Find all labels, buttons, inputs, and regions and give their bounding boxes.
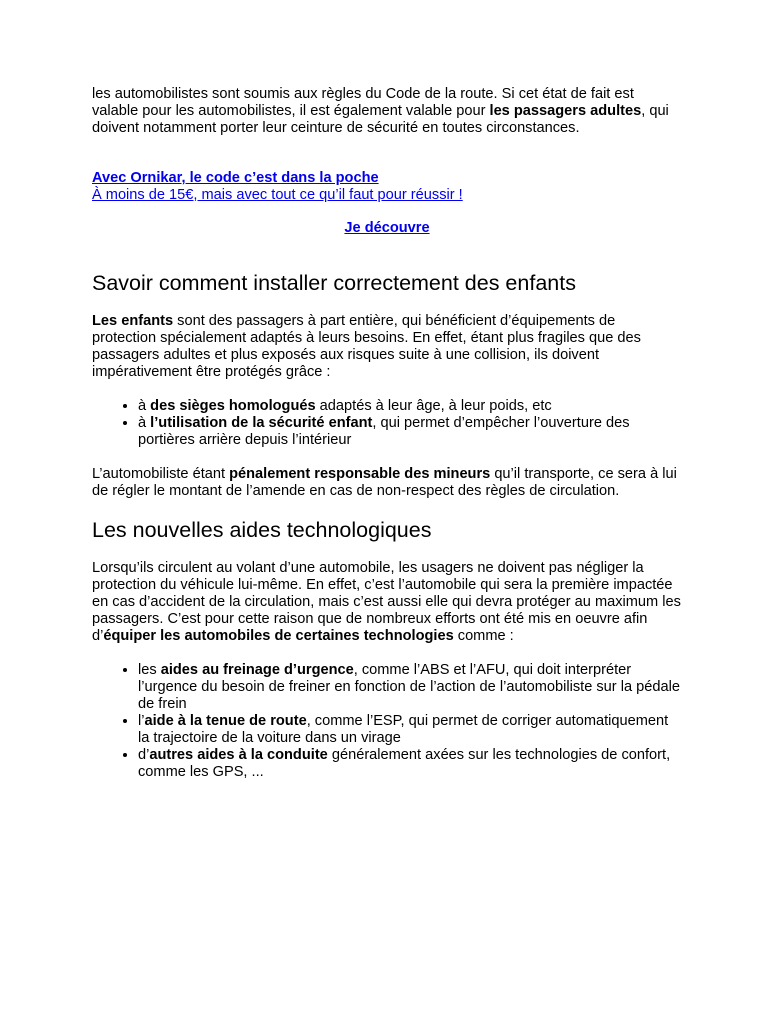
section1-list <box>92 398 682 449</box>
list-item-text: généralement axées sur les technologies de confort, comme les GPS, ... <box>138 747 671 780</box>
section1-p2-bold: pénalement responsable des mineurs <box>229 466 491 482</box>
list-item-text: , comme l’ABS et l’AFU, qui doit interpréter l’urgence du besoin de freiner en fonction de l’action de l’automobiliste sur la pédale de frein <box>138 662 680 712</box>
list-item-prefix: les <box>138 662 161 678</box>
section2-text-end: comme : <box>453 628 514 644</box>
intro-text: les automobilistes sont soumis aux règles du Code de la route. Si cet état de fait est valable pour les automobilistes, il est également valable pour <box>92 86 634 119</box>
section2-bold: équiper les automobiles de certaines technologies <box>103 628 454 644</box>
list-item <box>138 662 682 713</box>
section2-text: Lorsqu’ils circulent au volant d’une automobile, les usagers ne doivent pas négliger la protection du véhicule lui-même. En effet, c’est l’automobile qui sera la première impactée en cas d’accident de la circulation, mais c’est aussi elle qui devra protéger au maximum les passagers. C’est pour cette raison que de nombreux efforts ont été mis en oeuvre afin d’ <box>92 560 681 644</box>
list-item-bold: des sièges homologués <box>150 398 316 414</box>
je-decouvre-link[interactable]: Je découvre <box>344 220 430 236</box>
promo-link-ornikar[interactable]: Avec Ornikar, le code c’est dans la poche <box>92 170 379 186</box>
section2-heading: Les nouvelles aides technologiques <box>92 518 432 542</box>
section1-paragraph-2 <box>92 466 682 500</box>
list-item <box>138 398 682 415</box>
list-item-bold: aide à la tenue de route <box>144 713 307 729</box>
promo-link-price[interactable]: À moins de 15€, mais avec tout ce qu’il faut pour réussir ! <box>92 187 463 203</box>
list-item-bold: l’utilisation de la sécurité enfant <box>150 415 373 431</box>
list-item-text: , comme l’ESP, qui permet de corriger automatiquement la trajectoire de la voiture dans un virage <box>138 713 669 746</box>
section1-p2-text-end: qu’il transporte, ce sera à lui de régler le montant de l’amende en cas de non-respect des règles de circulation. <box>92 466 677 499</box>
intro-bold: les passagers adultes <box>489 103 642 119</box>
section2-paragraph <box>92 560 682 645</box>
list-item-prefix: d’ <box>138 747 150 763</box>
section1-paragraph <box>92 313 682 381</box>
cta-container <box>92 220 682 237</box>
list-item-text: , qui permet d’empêcher l’ouverture des portières arrière depuis l’intérieur <box>138 415 630 448</box>
list-item-text: adaptés à leur âge, à leur poids, etc <box>315 398 552 414</box>
list-item <box>138 747 682 781</box>
list-item <box>138 415 682 449</box>
intro-text-end: , qui doivent notamment porter leur ceinture de sécurité en toutes circonstances. <box>92 103 669 136</box>
section2-list <box>92 662 682 781</box>
list-item-prefix: à <box>138 415 151 431</box>
section1-text: sont des passagers à part entière, qui bénéficient d’équipements de protection spécialement adaptés à leurs besoins. En effet, étant plus fragiles que des passagers adultes et plus exposés aux risques suite à une collision, ils doivent impérativement être protégés grâce : <box>92 313 641 380</box>
section1-p2-text: L’automobiliste étant <box>92 466 230 482</box>
promo-block <box>92 170 682 204</box>
list-item-prefix: l’ <box>138 713 145 729</box>
list-item-prefix: à <box>138 398 151 414</box>
section1-heading: Savoir comment installer correctement des enfants <box>92 271 576 295</box>
list-item-bold: autres aides à la conduite <box>149 747 328 763</box>
list-item-bold: aides au freinage d’urgence <box>160 662 354 678</box>
section1-bold: Les enfants <box>92 313 174 329</box>
intro-paragraph <box>92 86 682 137</box>
list-item <box>138 713 682 747</box>
document-page <box>92 86 682 798</box>
